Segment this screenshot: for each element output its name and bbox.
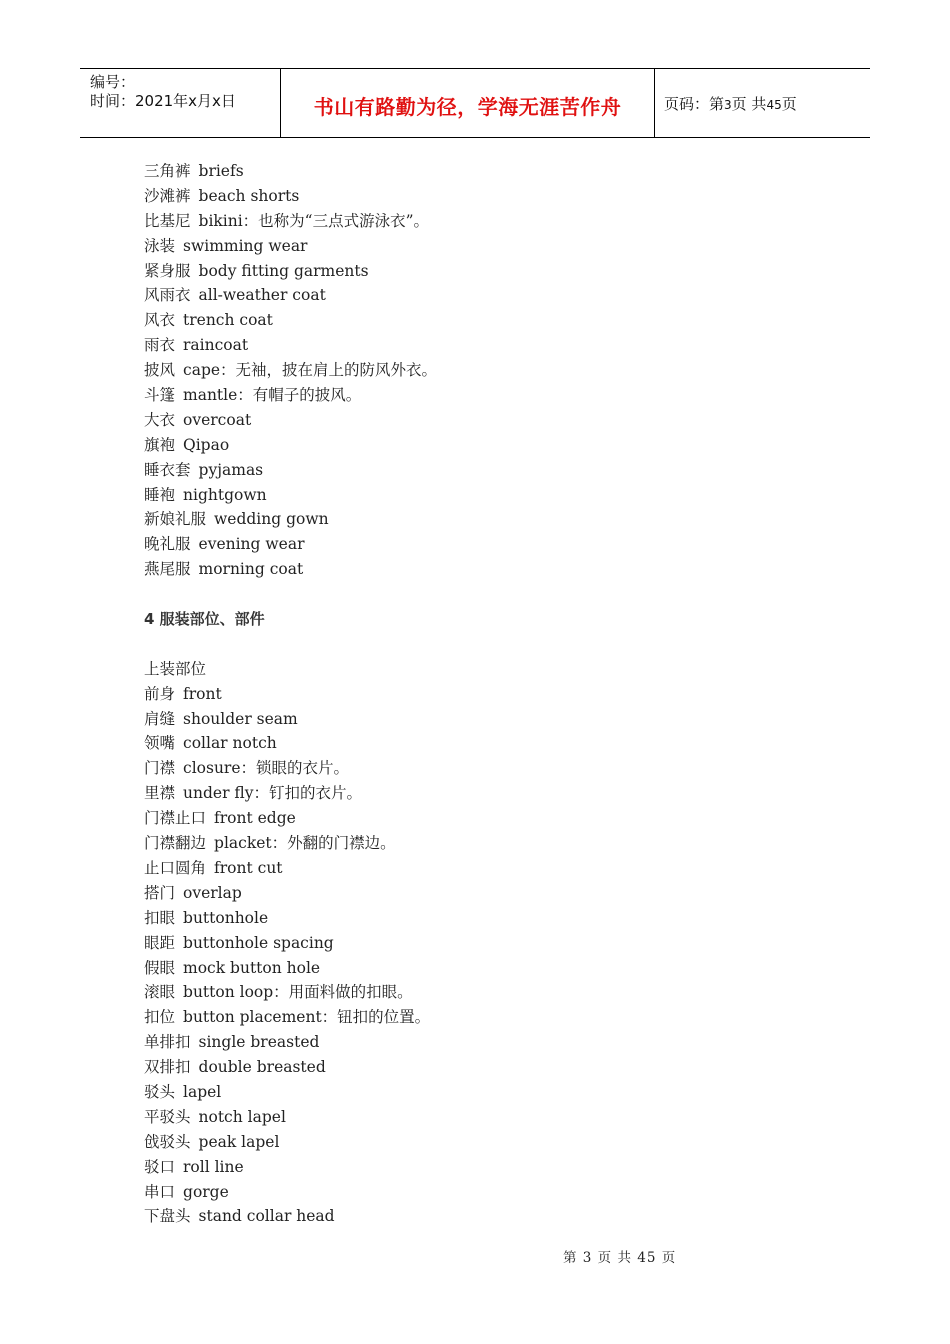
term-chinese: 滚眼 — [144, 983, 176, 1002]
term-chinese: 晚礼服 — [144, 535, 191, 554]
term-english: body fitting garments — [198, 261, 369, 280]
term-chinese: 驳头 — [144, 1082, 176, 1101]
term-chinese: 串口 — [144, 1182, 176, 1201]
term-english: mantle：有帽子的披风。 — [183, 386, 362, 405]
term-entry — [144, 159, 844, 184]
term-chinese: 单排扣 — [144, 1033, 191, 1052]
term-english: single breasted — [198, 1033, 320, 1052]
term-entry — [144, 1030, 844, 1055]
term-entry — [144, 756, 844, 781]
term-english: button placement：钮扣的位置。 — [183, 1008, 431, 1027]
term-entry — [144, 358, 844, 383]
term-english: beach shorts — [198, 186, 300, 205]
term-english: peak lapel — [198, 1132, 280, 1151]
spacer — [144, 632, 844, 657]
term-english: collar notch — [183, 734, 277, 753]
term-english: double breasted — [198, 1058, 326, 1077]
document-number-label: 编号： — [90, 73, 136, 91]
garment-term-list — [144, 159, 844, 582]
term-entry — [144, 308, 844, 333]
term-entry — [144, 707, 844, 732]
term-entry — [144, 956, 844, 981]
term-entry — [144, 806, 844, 831]
term-entry — [144, 1204, 844, 1229]
term-entry — [144, 980, 844, 1005]
term-chinese: 沙滩裤 — [144, 186, 191, 205]
term-english: trench coat — [183, 311, 273, 330]
term-chinese: 披风 — [144, 361, 176, 380]
term-chinese: 三角裤 — [144, 162, 191, 180]
page-mid: 页 共 — [731, 95, 767, 113]
term-english: placket：外翻的门襟边。 — [214, 834, 396, 853]
term-chinese: 门襟翻边 — [144, 834, 207, 853]
term-entry — [144, 781, 844, 806]
garment-part-term-list — [144, 682, 844, 1230]
term-chinese: 门襟止口 — [144, 809, 207, 828]
term-chinese: 睡衣套 — [144, 460, 191, 479]
term-entry — [144, 1080, 844, 1105]
page-suffix: 页 — [781, 95, 797, 113]
term-entry — [144, 408, 844, 433]
term-chinese: 驳口 — [144, 1157, 176, 1176]
term-chinese: 新娘礼服 — [144, 510, 207, 529]
spacer — [144, 582, 844, 607]
term-chinese: 泳装 — [144, 236, 176, 255]
page-header — [80, 68, 870, 138]
term-chinese: 领嘴 — [144, 734, 176, 753]
term-entry — [144, 283, 844, 308]
term-entry — [144, 209, 844, 234]
term-english: cape：无袖，披在肩上的防风外衣。 — [183, 361, 438, 380]
term-entry — [144, 856, 844, 881]
term-english: overlap — [183, 883, 242, 902]
term-english: closure：锁眼的衣片。 — [183, 759, 350, 778]
term-english: stand collar head — [198, 1207, 335, 1226]
term-entry — [144, 458, 844, 483]
term-english: roll line — [183, 1157, 244, 1176]
term-english: buttonhole — [183, 908, 269, 927]
subsection-heading: 上装部位 — [144, 659, 207, 678]
term-chinese: 下盘头 — [144, 1207, 191, 1226]
term-chinese: 肩缝 — [144, 709, 176, 728]
term-entry — [144, 1105, 844, 1130]
term-entry — [144, 731, 844, 756]
term-english: lapel — [183, 1082, 222, 1101]
term-chinese: 平驳头 — [144, 1107, 191, 1126]
term-english: front edge — [214, 809, 296, 828]
term-entry — [144, 682, 844, 707]
term-english: bikini：也称为“三点式游泳衣”。 — [198, 211, 430, 230]
page-number: 3 — [724, 98, 732, 112]
term-chinese: 假眼 — [144, 958, 176, 977]
term-chinese: 前身 — [144, 684, 176, 703]
section-heading: 4 服装部位、部件 — [144, 610, 265, 629]
term-entry — [144, 383, 844, 408]
header-info-cell — [80, 69, 281, 137]
term-english: morning coat — [198, 560, 304, 579]
term-chinese: 大衣 — [144, 410, 176, 429]
term-chinese: 紧身服 — [144, 261, 191, 280]
term-chinese: 戗驳头 — [144, 1132, 191, 1151]
term-chinese: 眼距 — [144, 933, 176, 952]
document-body — [144, 159, 844, 1229]
term-chinese: 门襟 — [144, 759, 176, 778]
document-time-label: 时间：2021年x月x日 — [90, 92, 236, 110]
term-english: buttonhole spacing — [183, 933, 334, 952]
term-chinese: 旗袍 — [144, 435, 176, 454]
term-entry — [144, 1180, 844, 1205]
term-english: evening wear — [198, 535, 305, 554]
term-english: under fly：钉扣的衣片。 — [183, 784, 363, 803]
term-entry — [144, 931, 844, 956]
term-entry — [144, 483, 844, 508]
header-page-code — [664, 93, 797, 114]
term-english: notch lapel — [198, 1107, 286, 1126]
term-english: nightgown — [183, 485, 267, 504]
term-chinese: 止口圆角 — [144, 858, 207, 877]
term-english: shoulder seam — [183, 709, 298, 728]
term-english: front — [183, 684, 222, 703]
term-chinese: 燕尾服 — [144, 560, 191, 579]
term-entry — [144, 433, 844, 458]
term-chinese: 风衣 — [144, 311, 176, 330]
term-english: wedding gown — [214, 510, 329, 529]
header-motto-cell — [281, 69, 655, 137]
term-english: mock button hole — [183, 958, 321, 977]
term-entry — [144, 532, 844, 557]
term-entry — [144, 906, 844, 931]
term-chinese: 斗篷 — [144, 386, 176, 405]
term-english: pyjamas — [198, 460, 264, 479]
page-prefix: 页码：第 — [664, 95, 725, 113]
term-chinese: 双排扣 — [144, 1058, 191, 1077]
header-page-cell — [655, 69, 870, 137]
term-english: swimming wear — [183, 236, 308, 255]
term-entry — [144, 333, 844, 358]
header-motto: 书山有路勤为径，学海无涯苦作舟 — [313, 95, 622, 119]
term-chinese: 搭门 — [144, 883, 176, 902]
page-footer: 第 3 页 共 45 页 — [563, 1250, 677, 1266]
term-english: button loop：用面料做的扣眼。 — [183, 983, 413, 1002]
term-chinese: 扣位 — [144, 1008, 176, 1027]
term-english: Qipao — [183, 435, 230, 454]
term-english: overcoat — [183, 410, 252, 429]
term-english: briefs — [198, 162, 244, 180]
term-english: raincoat — [183, 336, 249, 355]
term-entry — [144, 881, 844, 906]
term-entry — [144, 831, 844, 856]
term-entry — [144, 1155, 844, 1180]
term-entry — [144, 1005, 844, 1030]
term-chinese: 比基尼 — [144, 211, 191, 230]
term-english: front cut — [214, 858, 283, 877]
term-entry — [144, 259, 844, 284]
term-chinese: 睡袍 — [144, 485, 176, 504]
term-english: gorge — [183, 1182, 229, 1201]
term-chinese: 里襟 — [144, 784, 176, 803]
term-entry — [144, 234, 844, 259]
term-entry — [144, 507, 844, 532]
term-english: all-weather coat — [198, 286, 326, 305]
page-total: 45 — [766, 98, 782, 112]
term-entry — [144, 1055, 844, 1080]
term-entry — [144, 1130, 844, 1155]
term-entry — [144, 557, 844, 582]
term-entry — [144, 184, 844, 209]
term-chinese: 风雨衣 — [144, 286, 191, 305]
term-chinese: 扣眼 — [144, 908, 176, 927]
term-chinese: 雨衣 — [144, 336, 176, 355]
